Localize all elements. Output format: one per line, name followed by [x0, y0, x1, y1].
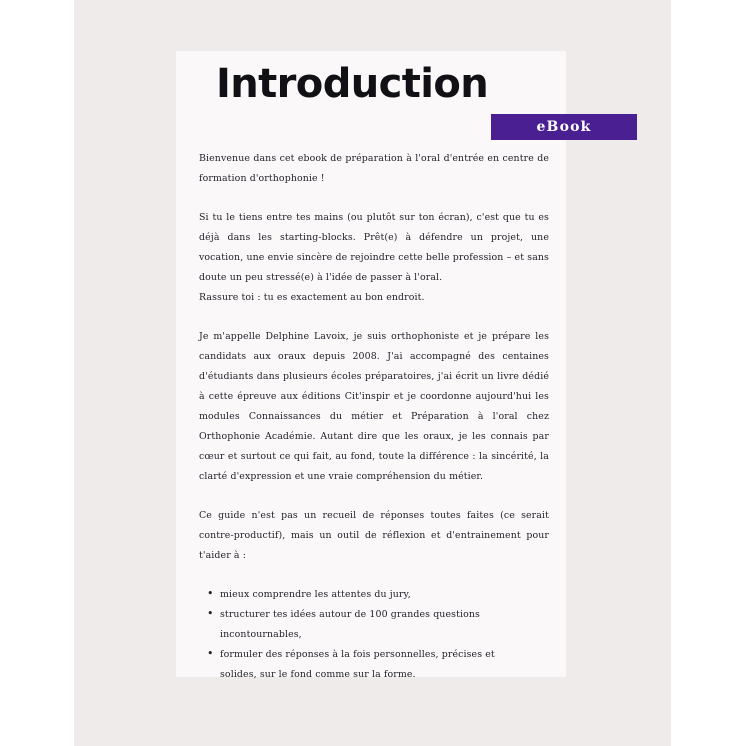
- paragraph-guide-purpose: [199, 506, 549, 566]
- ebook-badge-label: eBook: [536, 119, 592, 135]
- aim-structure-tail: incontournables,: [220, 629, 302, 640]
- paragraph-welcome-text: Bienvenue dans cet ebook de préparation à l'oral d'entrée en centre de formation d'orthophonie !: [199, 153, 549, 184]
- aim-structure-text: structurer tes idées autour de 100 grandes questions: [220, 609, 480, 620]
- document-body: [199, 149, 549, 685]
- list-item: [199, 585, 549, 605]
- page-title: Introduction: [216, 61, 489, 107]
- aim-answers-tail: solides, sur le fond comme sur la forme.: [220, 669, 416, 680]
- paragraph-welcome: [199, 149, 549, 189]
- paragraph-starting-blocks-tail: Rassure toi : tu es exactement au bon endroit.: [199, 292, 425, 303]
- paragraph-starting-blocks: [199, 208, 549, 308]
- aim-answers-text: formuler des réponses à la fois personnelles, précises et: [220, 649, 495, 660]
- paragraph-author-bio: [199, 327, 549, 487]
- aims-list: [199, 585, 549, 685]
- aim-jury-text: mieux comprendre les attentes du jury,: [220, 589, 411, 600]
- paragraph-starting-blocks-text: Si tu le tiens entre tes mains (ou plutôt sur ton écran), c'est que tu es déjà dans les starting-blocks. Prêt(e) à défendre un projet, une vocation, une envie sincère de rejoindre cette belle profession – et sans doute un peu stressé(e) à l'idée de passer à l'oral.: [199, 212, 549, 283]
- list-item: [199, 605, 549, 645]
- list-item: [199, 645, 549, 685]
- paragraph-guide-purpose-text: Ce guide n'est pas un recueil de réponses toutes faites (ce serait contre-productif), mais un outil de réflexion et d'entrainement pour t'aider à :: [199, 510, 549, 561]
- paragraph-author-bio-text: Je m'appelle Delphine Lavoix, je suis orthophoniste et je prépare les candidats aux oraux depuis 2008. J'ai accompagné des centaines d'étudiants dans plusieurs écoles préparatoires, j'ai écrit un livre dédié à cette épreuve aux éditions Cit'inspir et je coordonne aujourd'hui les modules Connaissances du métier et Préparation à l'oral chez Orthophonie Académie. Autant dire que les oraux, je les connais par cœur et surtout ce qui fait, au fond, toute la différence : la sincérité, la clarté d'expression et une vraie compréhension du métier.: [199, 331, 549, 482]
- ebook-badge: [491, 114, 637, 140]
